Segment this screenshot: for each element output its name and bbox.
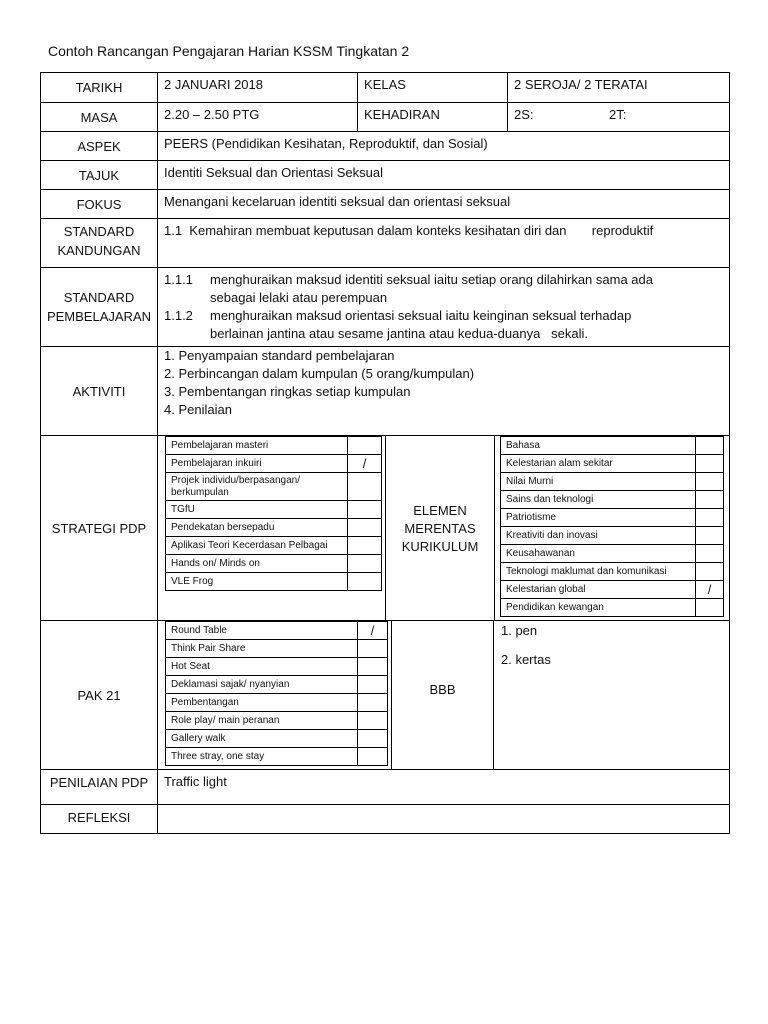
pak21-mark bbox=[358, 640, 388, 658]
pak21-mark bbox=[358, 730, 388, 748]
aktiviti-item: 3. Pembentangan ringkas setiap kumpulan bbox=[164, 384, 411, 399]
emk-row bbox=[501, 437, 724, 455]
sp-item-text: menghuraikan maksud orientasi seksual iaitu keinginan seksual terhadap bbox=[210, 308, 632, 323]
pak21-mark bbox=[358, 694, 388, 712]
emk-row bbox=[501, 545, 724, 563]
elemen-merentas-kurikulum-label: ELEMEN MERENTAS KURIKULUM bbox=[401, 503, 479, 554]
emk-row bbox=[501, 563, 724, 581]
pak21-item: Round Table bbox=[166, 622, 358, 640]
strategi-pdp-content bbox=[158, 436, 730, 621]
emk-mark bbox=[696, 491, 724, 509]
column-divider bbox=[493, 621, 494, 769]
emk-row bbox=[501, 455, 724, 473]
pak21-item: Deklamasi sajak/ nyanyian bbox=[166, 676, 358, 694]
row-tarikh bbox=[41, 73, 730, 103]
emk-row bbox=[501, 581, 724, 599]
column-divider bbox=[494, 436, 495, 620]
penilaian-label: PENILAIAN PDP bbox=[41, 770, 158, 805]
aspek-label: ASPEK bbox=[41, 132, 158, 161]
emk-list bbox=[500, 436, 724, 617]
strategi-list bbox=[165, 436, 382, 591]
strategi-item: Pembelajaran inkuiri bbox=[166, 455, 348, 473]
tarikh-value: 2 JANUARI 2018 bbox=[158, 73, 358, 103]
pak21-item: Think Pair Share bbox=[166, 640, 358, 658]
row-standard-kandungan bbox=[41, 219, 730, 268]
refleksi-value bbox=[158, 805, 730, 834]
emk-item: Pendidikan kewangan bbox=[501, 599, 696, 617]
pak21-row bbox=[166, 730, 388, 748]
sp-item-text-cont: sebagai lelaki atau perempuan bbox=[210, 290, 388, 305]
pak21-row bbox=[166, 712, 388, 730]
strategi-mark bbox=[348, 501, 382, 519]
row-refleksi bbox=[41, 805, 730, 834]
pak21-row bbox=[166, 640, 388, 658]
sp-item-number: 1.1.1 bbox=[164, 272, 193, 287]
pak21-item: Three stray, one stay bbox=[166, 748, 358, 766]
sp-item bbox=[164, 307, 723, 343]
row-tajuk bbox=[41, 161, 730, 190]
sp-item-text-cont: berlainan jantina atau sesame jantina atau kedua-duanya sekali. bbox=[210, 326, 588, 341]
strategi-row bbox=[166, 537, 382, 555]
kehadiran-label: KEHADIRAN bbox=[358, 103, 508, 132]
row-masa bbox=[41, 103, 730, 132]
sp-item bbox=[164, 271, 723, 307]
kehadiran-2s: 2S: bbox=[514, 107, 534, 122]
standard-pembelajaran-value bbox=[158, 268, 730, 347]
standard-pembelajaran-label: STANDARD PEMBELAJARAN bbox=[41, 268, 158, 347]
pak21-mark: / bbox=[358, 622, 388, 640]
bbb-list bbox=[501, 622, 551, 680]
row-aspek bbox=[41, 132, 730, 161]
emk-item: Teknologi maklumat dan komunikasi bbox=[501, 563, 696, 581]
sp-item-text: menghuraikan maksud identiti seksual iaitu setiap orang dilahirkan sama ada bbox=[210, 272, 653, 287]
emk-mark: / bbox=[696, 581, 724, 599]
emk-mark bbox=[696, 563, 724, 581]
pak21-item: Pembentangan bbox=[166, 694, 358, 712]
standard-kandungan-value: 1.1 Kemahiran membuat keputusan dalam konteks kesihatan diri dan reproduktif bbox=[158, 219, 730, 268]
pak21-content bbox=[158, 621, 730, 770]
row-strategi-pdp bbox=[41, 436, 730, 621]
strategi-item: VLE Frog bbox=[166, 573, 348, 591]
strategi-mark bbox=[348, 573, 382, 591]
masa-label: MASA bbox=[41, 103, 158, 132]
emk-item: Patriotisme bbox=[501, 509, 696, 527]
lesson-plan-table bbox=[40, 72, 730, 834]
pak21-row bbox=[166, 622, 388, 640]
strategi-mark bbox=[348, 437, 382, 455]
emk-mark bbox=[696, 509, 724, 527]
emk-item: Bahasa bbox=[501, 437, 696, 455]
strategi-pdp-label: STRATEGI PDP bbox=[41, 436, 158, 621]
aktiviti-label: AKTIVITI bbox=[41, 347, 158, 436]
fokus-value: Menangani kecelaruan identiti seksual dan orientasi seksual bbox=[158, 190, 730, 219]
standard-kandungan-label: STANDARD KANDUNGAN bbox=[41, 219, 158, 268]
strategi-item: TGfU bbox=[166, 501, 348, 519]
emk-mark bbox=[696, 437, 724, 455]
emk-mark bbox=[696, 599, 724, 617]
pak21-mark bbox=[358, 676, 388, 694]
strategi-item: Aplikasi Teori Kecerdasan Pelbagai bbox=[166, 537, 348, 555]
emk-row bbox=[501, 473, 724, 491]
aspek-value: PEERS (Pendidikan Kesihatan, Reproduktif, dan Sosial) bbox=[158, 132, 730, 161]
tajuk-value: Identiti Seksual dan Orientasi Seksual bbox=[158, 161, 730, 190]
emk-item: Sains dan teknologi bbox=[501, 491, 696, 509]
emk-row bbox=[501, 599, 724, 617]
kelas-label: KELAS bbox=[358, 73, 508, 103]
strategi-row bbox=[166, 555, 382, 573]
pak21-item: Gallery walk bbox=[166, 730, 358, 748]
pak21-list bbox=[165, 621, 388, 766]
fokus-label: FOKUS bbox=[41, 190, 158, 219]
emk-mark bbox=[696, 545, 724, 563]
pak21-mark bbox=[358, 748, 388, 766]
aktiviti-item: 4. Penilaian bbox=[164, 402, 232, 417]
strategi-row bbox=[166, 473, 382, 501]
tarikh-label: TARIKH bbox=[41, 73, 158, 103]
bbb-item: 2. kertas bbox=[501, 652, 551, 667]
strategi-row bbox=[166, 573, 382, 591]
emk-mark bbox=[696, 527, 724, 545]
strategi-mark bbox=[348, 555, 382, 573]
bbb-label: BBB bbox=[429, 682, 456, 697]
tajuk-label: TAJUK bbox=[41, 161, 158, 190]
refleksi-label: REFLEKSI bbox=[41, 805, 158, 834]
pak21-mark bbox=[358, 712, 388, 730]
row-pak21 bbox=[41, 621, 730, 770]
strategi-row bbox=[166, 455, 382, 473]
strategi-item: Hands on/ Minds on bbox=[166, 555, 348, 573]
strategi-mark bbox=[348, 537, 382, 555]
emk-item: Nilai Murni bbox=[501, 473, 696, 491]
emk-item: Keusahawanan bbox=[501, 545, 696, 563]
kehadiran-2t: 2T: bbox=[609, 107, 627, 122]
masa-value: 2.20 – 2.50 PTG bbox=[158, 103, 358, 132]
aktiviti-value bbox=[158, 347, 730, 436]
pak21-item: Role play/ main peranan bbox=[166, 712, 358, 730]
aktiviti-item: 1. Penyampaian standard pembelajaran bbox=[164, 348, 395, 363]
strategi-item: Pembelajaran masteri bbox=[166, 437, 348, 455]
strategi-row bbox=[166, 519, 382, 537]
emk-item: Kreativiti dan inovasi bbox=[501, 527, 696, 545]
aktiviti-item: 2. Perbincangan dalam kumpulan (5 orang/kumpulan) bbox=[164, 366, 475, 381]
bbb-item: 1. pen bbox=[501, 623, 538, 638]
strategi-mark: / bbox=[348, 455, 382, 473]
row-penilaian bbox=[41, 770, 730, 805]
pak21-row bbox=[166, 748, 388, 766]
strategi-mark bbox=[348, 519, 382, 537]
emk-row bbox=[501, 509, 724, 527]
emk-row bbox=[501, 491, 724, 509]
pak21-row bbox=[166, 694, 388, 712]
pak21-item: Hot Seat bbox=[166, 658, 358, 676]
emk-mark bbox=[696, 473, 724, 491]
row-aktiviti bbox=[41, 347, 730, 436]
row-standard-pembelajaran bbox=[41, 268, 730, 347]
kehadiran-value bbox=[508, 103, 730, 132]
row-fokus bbox=[41, 190, 730, 219]
kelas-value: 2 SEROJA/ 2 TERATAI bbox=[508, 73, 730, 103]
emk-item: Kelestarian global bbox=[501, 581, 696, 599]
pak21-mark bbox=[358, 658, 388, 676]
emk-item: Kelestarian alam sekitar bbox=[501, 455, 696, 473]
strategi-item: Pendekatan bersepadu bbox=[166, 519, 348, 537]
strategi-row bbox=[166, 501, 382, 519]
pak21-label: PAK 21 bbox=[41, 621, 158, 770]
strategi-item: Projek individu/berpasangan/ berkumpulan bbox=[166, 473, 348, 501]
pak21-row bbox=[166, 676, 388, 694]
document-title: Contoh Rancangan Pengajaran Harian KSSM Tingkatan 2 bbox=[48, 43, 410, 59]
emk-mark bbox=[696, 455, 724, 473]
sp-item-number: 1.1.2 bbox=[164, 308, 193, 323]
strategi-row bbox=[166, 437, 382, 455]
pak21-row bbox=[166, 658, 388, 676]
aktiviti-list bbox=[164, 347, 723, 419]
emk-row bbox=[501, 527, 724, 545]
penilaian-value: Traffic light bbox=[158, 770, 730, 805]
strategi-mark bbox=[348, 473, 382, 501]
